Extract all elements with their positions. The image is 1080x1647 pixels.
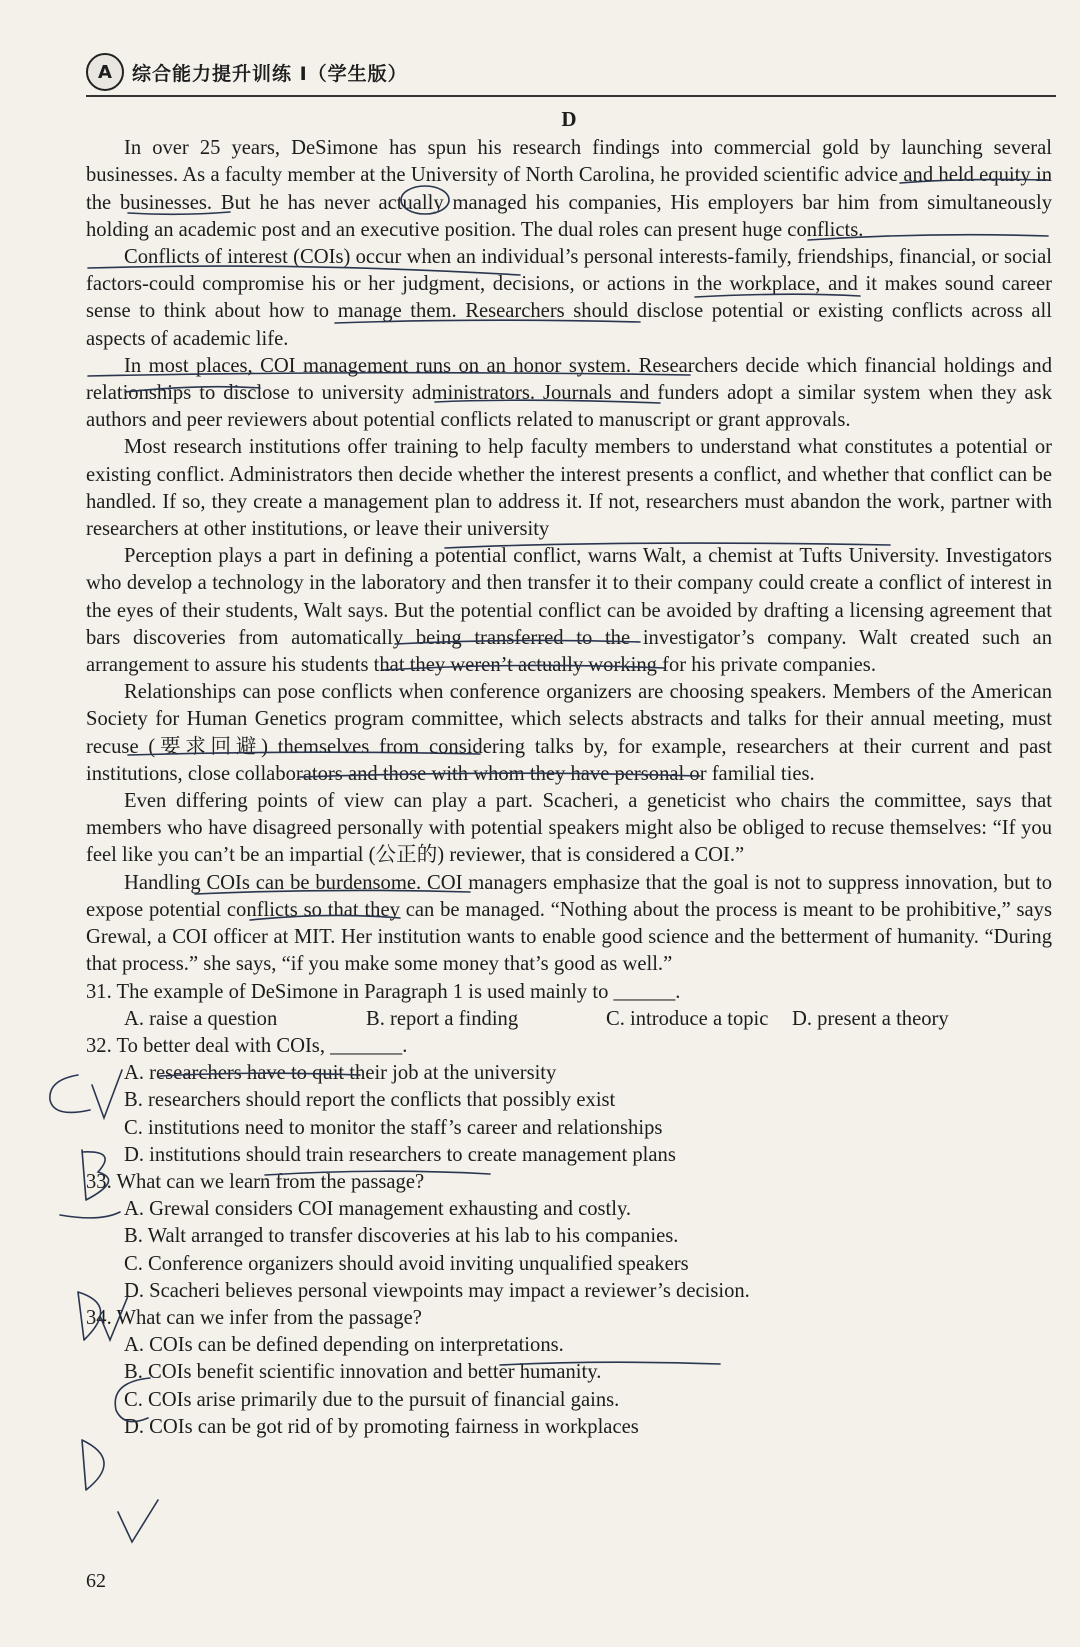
book-title: 综合能力提升训练 I（学生版） <box>132 62 408 85</box>
option-b: B. researchers should report the conflicts that possibly exist <box>124 1089 616 1112</box>
page-header <box>86 52 1056 92</box>
option-a: A. raise a question <box>124 1007 278 1030</box>
question-33 <box>86 1169 1052 1305</box>
publisher-logo: A <box>86 53 124 91</box>
question-stem: 34. What can we infer from the passage? <box>86 1306 422 1329</box>
reading-passage <box>86 102 1052 1441</box>
question-stem: 31. The example of DeSimone in Paragraph 1 is used mainly to ______. <box>86 980 681 1003</box>
section-title: D <box>561 107 577 131</box>
option-a: A. Grewal considers COI management exhausting and costly. <box>124 1198 632 1221</box>
option-c: C. institutions need to monitor the staff’s career and relationships <box>124 1116 663 1139</box>
option-b: B. report a finding <box>366 1007 519 1030</box>
option-b: B. COIs benefit scientific innovation and better humanity. <box>124 1361 602 1384</box>
option-c: C. introduce a topic <box>606 1007 769 1030</box>
option-row <box>86 1006 1052 1033</box>
paragraph-1: In over 25 years, DeSimone has spun his research findings into commercial gold by launching several businesses. As a faculty member at the University of North Carolina, he provided scientific advice and held equity in the businesses. But he has never actually managed his companies, His employers bar him from simultaneously holding an academic post and an executive position. The dual roles can present huge conflicts. <box>86 137 1052 241</box>
option-d: D. present a theory <box>792 1007 949 1030</box>
paragraph-4: Most research institutions offer training to help faculty members to understand what constitutes a potential or existing conflict. Administrators then decide whether the interest presents a conflict, and whether that conflict can be handled. If so, they create a management plan to address it. If not, researchers must abandon the work, partner with researchers at other institutions, or leave their university <box>86 436 1052 541</box>
option-b: B. Walt arranged to transfer discoveries at his lab to his companies. <box>124 1225 679 1248</box>
option-d: D. Scacheri believes personal viewpoints may impact a reviewer’s decision. <box>124 1279 750 1302</box>
question-stem: 33. What can we learn from the passage? <box>86 1170 425 1193</box>
question-stem: 32. To better deal with COIs, _______. <box>86 1034 408 1057</box>
check-mark <box>118 1500 158 1542</box>
header-divider <box>86 95 1056 97</box>
option-a: A. researchers have to quit their job at the university <box>124 1062 557 1085</box>
question-34 <box>86 1305 1052 1441</box>
paragraph-6: Relationships can pose conflicts when conference organizers are choosing speakers. Members of the American Society for Human Genetics program committee, which selects abstracts and talks for their annual meeting, must recuse (要求回避) themselves from considering talks by, for example, researchers at their current and past institutions, close collaborators and those with whom they have personal or familial ties. <box>86 681 1052 785</box>
question-31 <box>86 979 1052 1033</box>
option-d: D. institutions should train researchers to create management plans <box>124 1143 676 1166</box>
answer-c-mark <box>50 1075 90 1112</box>
paragraph-5: Perception plays a part in defining a potential conflict, warns Walt, a chemist at Tufts University. Investigators who develop a technology in the laboratory and then transfer it to their company could create a conflict of interest in the eyes of their students, Walt says. But the potential conflict can be avoided by drafting a licensing agreement that bars discoveries from automatically being transferred to the investigator’s company. Walt created such an arrangement to assure his students that they weren’t actually working for his private companies. <box>86 545 1052 677</box>
paragraph-3: In most places, COI management runs on an honor system. Researchers decide which financial holdings and relationships to disclose to university administrators. Journals and funders adopt a similar system when they ask authors and peer reviewers about potential conflicts related to manuscript or grant approvals. <box>86 354 1052 432</box>
question-32 <box>86 1033 1052 1169</box>
option-a: A. COIs can be defined depending on interpretations. <box>124 1334 564 1357</box>
answer-d-mark <box>82 1440 104 1490</box>
paragraph-7: Even differing points of view can play a part. Scacheri, a geneticist who chairs the committee, says that members who have disagreed personally with potential speakers might also be obliged to recuse themselves: “If you feel like you can’t be an impartial (公正的) reviewer, that is considered a COI.” <box>86 790 1052 867</box>
paragraph-2: Conflicts of interest (COIs) occur when an individual’s personal interests-family, friendships, financial, or social factors-could compromise his or her judgment, decisions, or actions in the workplace, and it makes sound career sense to think about how to manage them. Researchers should disclose potential or existing conflicts across all aspects of academic life. <box>86 246 1052 350</box>
paragraph-8: Handling COIs can be burdensome. COI managers emphasize that the goal is not to suppress innovation, but to expose potential conflicts so that they can be managed. “Nothing about the process is meant to be prohibitive,” says Grewal, a COI officer at MIT. Her institution wants to enable good science and the betterment of humanity. “During that process.” she says, “if you make some money that’s good as well.” <box>86 871 1052 976</box>
page-number: 62 <box>86 1570 106 1592</box>
option-c: C. COIs arise primarily due to the pursuit of financial gains. <box>124 1388 620 1411</box>
option-c: C. Conference organizers should avoid inviting unqualified speakers <box>124 1252 689 1275</box>
option-d: D. COIs can be got rid of by promoting fairness in workplaces <box>124 1415 639 1438</box>
